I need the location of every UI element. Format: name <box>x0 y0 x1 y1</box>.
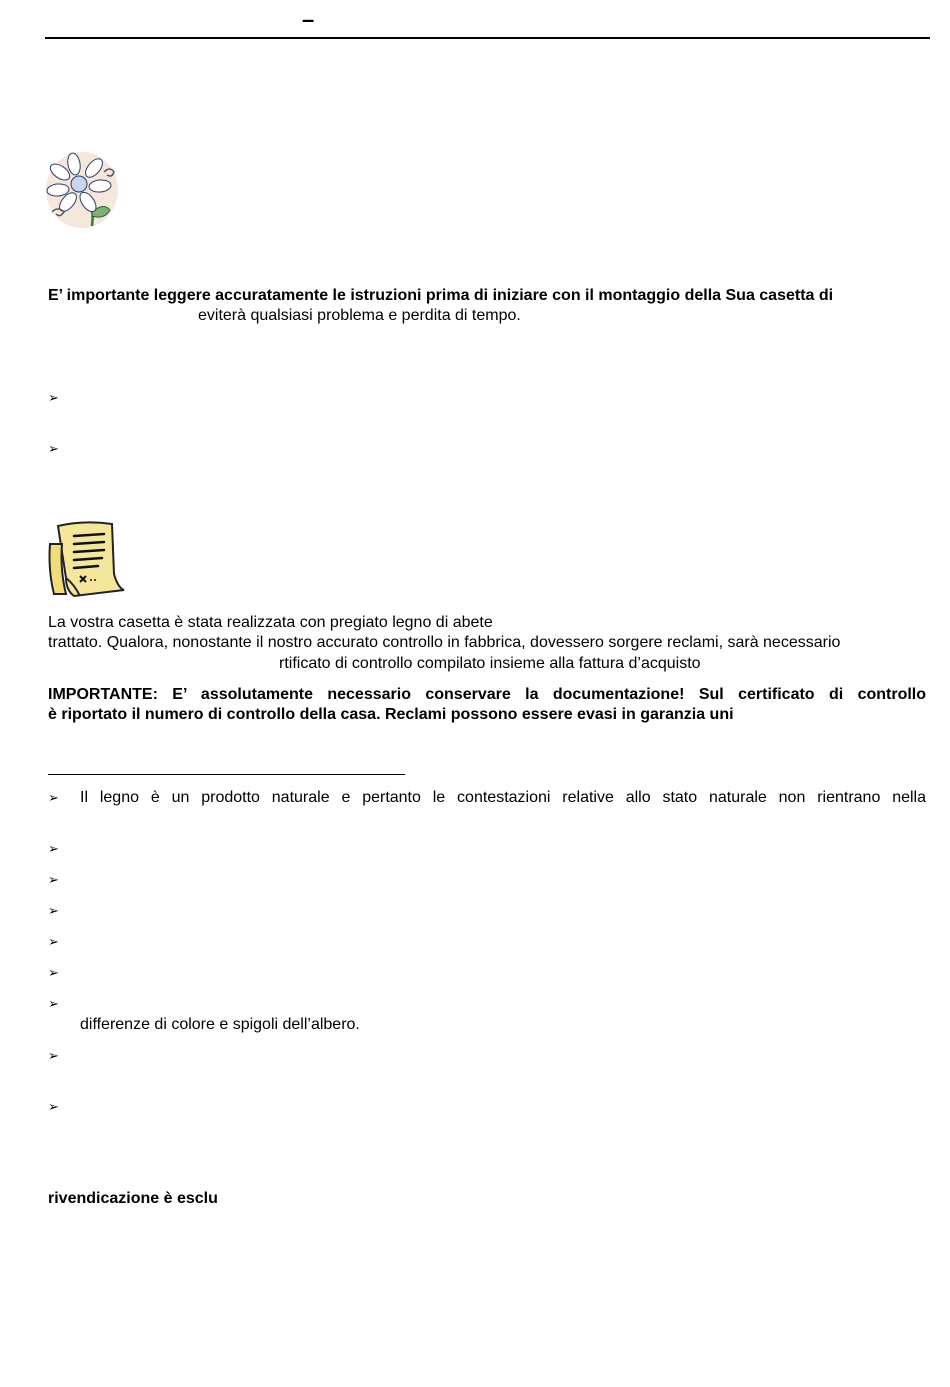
bullet-arrow-icon: ➢ <box>48 390 59 405</box>
bullet-arrow-icon: ➢ <box>48 903 59 918</box>
bullet-arrow-icon: ➢ <box>48 841 59 856</box>
bullet-colors-text: differenze di colore e spigoli dell’albero. <box>80 1016 360 1033</box>
bullet-arrow-icon: ➢ <box>48 790 59 805</box>
wood-line-1: La vostra casetta è stata realizzata con pregiato legno di abete <box>48 614 493 631</box>
header-dash: – <box>302 7 315 32</box>
document-note-icon <box>44 518 128 598</box>
daisy-flower-icon <box>44 150 120 230</box>
claim-exclusion-text: rivendicazione è esclu <box>48 1190 218 1207</box>
bullet-arrow-icon: ➢ <box>48 1048 59 1063</box>
header-rule <box>45 37 930 39</box>
bullet-arrow-icon: ➢ <box>48 965 59 980</box>
wood-line-3: rtificato di controllo compilato insieme alla fattura d’acquisto <box>279 655 701 672</box>
bullet-arrow-icon: ➢ <box>48 872 59 887</box>
bullet-natural-text: Il legno è un prodotto naturale e pertanto le contestazioni relative allo stato naturale non rientrano nella <box>80 789 926 806</box>
intro-line-1: E’ importante leggere accuratamente le istruzioni prima di iniziare con il montaggio della Sua casetta di <box>48 287 834 304</box>
bullet-arrow-icon: ➢ <box>48 1099 59 1114</box>
wood-line-2: trattato. Qualora, nonostante il nostro accurato controllo in fabbrica, dovessero sorgere reclami, sarà necessario <box>48 634 841 651</box>
bullet-arrow-icon: ➢ <box>48 441 59 456</box>
important-line-1: IMPORTANTE: E’ assolutamente necessario conservare la documentazione! Sul certificato di controllo <box>48 686 926 703</box>
bullet-arrow-icon: ➢ <box>48 934 59 949</box>
intro-line-2: eviterà qualsiasi problema e perdita di tempo. <box>198 307 521 324</box>
important-line-2: è riportato il numero di controllo della casa. Reclami possono essere evasi in garanzia uni <box>48 706 734 723</box>
bullet-arrow-icon: ➢ <box>48 996 59 1011</box>
section-rule <box>48 774 405 775</box>
